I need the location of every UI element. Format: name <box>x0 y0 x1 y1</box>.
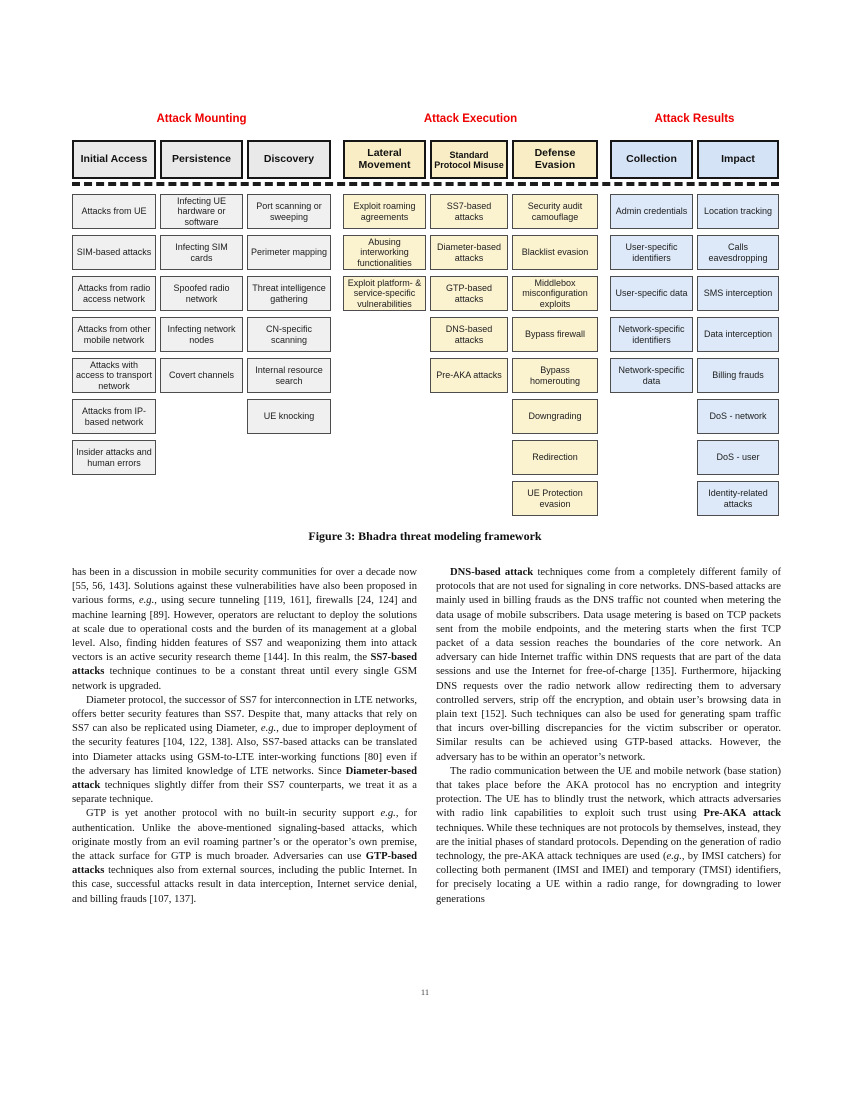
technique-list <box>430 194 508 393</box>
technique-cell-admin-credentials: Admin credentials <box>610 194 693 229</box>
technique-cell-attacks-from-radio-access-network: Attacks from radio access network <box>72 276 156 311</box>
framework-column-discovery <box>247 140 331 516</box>
technique-cell-data-interception: Data interception <box>697 317 779 352</box>
tactics-techniques-divider <box>72 182 779 186</box>
left-paragraph-3: GTP is yet another protocol with no built-in security support e.g., for authentication. Unlike the above-mentioned signaling-based attacks, which originate mostly from an evil roaming partner’s or the operator’s own premise, the attack surface for GTP is much broader. Adversaries can use GTP-based attacks techniques also from external sources, including the public Internet. In this case, successful attacks result in data interception, Internet service denial, and billing frauds [107, 137]. <box>72 808 418 905</box>
technique-cell-calls-eavesdropping: Calls eavesdropping <box>697 235 779 270</box>
technique-cell-blacklist-evasion: Blacklist evasion <box>512 235 598 270</box>
technique-cell-attacks-from-other-mobile-network: Attacks from other mobile network <box>72 317 156 352</box>
tactic-header-discovery: Discovery <box>247 140 331 179</box>
technique-cell-ss7-based-attacks: SS7-based attacks <box>430 194 508 229</box>
group-gap <box>598 112 610 127</box>
technique-cell-billing-frauds: Billing frauds <box>697 358 779 393</box>
right-paragraph-1: DNS-based attack techniques come from a completely different family of protocols that are not used for signaling in core networks. DNS-based attacks are mainly used in billing frauds as the DNS traffic not counted when metering the data usage of mobile subscribers. Data usage metering is based on TCP packets sent from the mobile endpoints, and the metering starts when the first TCP packet of a data session reaches the boundaries of the core network. An adversary can hide Internet traffic within DNS requests that are part of the data sessions and use the Internet for free-of-charge [135]. Furthermore, hijacking DNS requests over the radio network allow redirecting them to adversary controlled servers, strip off the encryption, and obtain user’s browsing data in plain text [152]. Such techniques can also be used for generating spam traffic that incurs over-billing discrepancies for the victim subscriber or operator. Similar results can be achieved using GTP-based attacks. However, the adversary has to be within an operator’s network. <box>436 567 781 763</box>
technique-cell-covert-channels: Covert channels <box>160 358 243 393</box>
framework-column-impact <box>697 140 779 516</box>
tactic-header-standard-protocol-misuse: Standard Protocol Misuse <box>430 140 508 179</box>
technique-cell-bypass-firewall: Bypass firewall <box>512 317 598 352</box>
technique-cell-internal-resource-search: Internal resource search <box>247 358 331 393</box>
technique-cell-network-specific-identifiers: Network-specific identifiers <box>610 317 693 352</box>
technique-cell-user-specific-data: User-specific data <box>610 276 693 311</box>
technique-cell-abusing-interworking-functionalities: Abusing interworking functionalities <box>343 235 426 270</box>
framework-grid <box>72 140 779 516</box>
tactic-header-initial-access: Initial Access <box>72 140 156 179</box>
technique-cell-ue-protection-evasion: UE Protection evasion <box>512 481 598 516</box>
technique-cell-perimeter-mapping: Perimeter mapping <box>247 235 331 270</box>
framework-column-collection <box>610 140 693 516</box>
technique-cell-infecting-ue-hardware-or-software: Infecting UE hardware or software <box>160 194 243 229</box>
technique-cell-threat-intelligence-gathering: Threat intelligence gathering <box>247 276 331 311</box>
framework-column-persistence <box>160 140 243 516</box>
technique-cell-user-specific-identifiers: User-specific identifiers <box>610 235 693 270</box>
technique-list <box>343 194 426 311</box>
technique-cell-exploit-roaming-agreements: Exploit roaming agreements <box>343 194 426 229</box>
technique-cell-attacks-with-access-to-transport-network: Attacks with access to transport network <box>72 358 156 393</box>
technique-cell-port-scanning-or-sweeping: Port scanning or sweeping <box>247 194 331 229</box>
figure-bhadra-framework <box>72 112 779 516</box>
tactic-header-defense-evasion: Defense Evasion <box>512 140 598 179</box>
technique-cell-dns-based-attacks: DNS-based attacks <box>430 317 508 352</box>
technique-cell-diameter-based-attacks: Diameter-based attacks <box>430 235 508 270</box>
technique-cell-attacks-from-ip-based-network: Attacks from IP-based network <box>72 399 156 434</box>
technique-list <box>72 194 156 475</box>
article-body <box>72 566 782 907</box>
technique-cell-spoofed-radio-network: Spoofed radio network <box>160 276 243 311</box>
technique-cell-network-specific-data: Network-specific data <box>610 358 693 393</box>
technique-cell-location-tracking: Location tracking <box>697 194 779 229</box>
technique-list <box>512 194 598 516</box>
technique-cell-exploit-platform-service-specific-vulnerabilities: Exploit platform- & service-specific vulnerabilities <box>343 276 426 311</box>
framework-column-lateral-movement <box>343 140 426 516</box>
right-paragraph-2: The radio communication between the UE and mobile network (base station) that takes place before the AKA protocol has no encryption and integrity protection. The UE has to blindly trust the network, which attracts adversaries with radio link capabilities to exploit such trust using Pre-AKA attack techniques. While these techniques are not protocols by themselves, instead, they are the initial phases of standard protocols. Depending on the generation of radio technology, the pre-AKA attack techniques are used (e.g., by IMSI catchers) for collecting both permanent (IMSI and IMEI) and temporary (TMSI) identifiers, for precisely locating a UE within a radio range, for downgrading to lower generations <box>436 765 781 905</box>
technique-cell-attacks-from-ue: Attacks from UE <box>72 194 156 229</box>
technique-cell-redirection: Redirection <box>512 440 598 475</box>
technique-cell-insider-attacks-and-human-errors: Insider attacks and human errors <box>72 440 156 475</box>
technique-list <box>160 194 243 393</box>
technique-list <box>610 194 693 393</box>
tactic-header-lateral-movement: Lateral Movement <box>343 140 426 179</box>
technique-cell-bypass-homerouting: Bypass homerouting <box>512 358 598 393</box>
technique-cell-middlebox-misconfiguration-exploits: Middlebox misconfiguration exploits <box>512 276 598 311</box>
technique-cell-dos-user: DoS - user <box>697 440 779 475</box>
tactic-header-persistence: Persistence <box>160 140 243 179</box>
technique-cell-sim-based-attacks: SIM-based attacks <box>72 235 156 270</box>
group-gap <box>331 112 343 127</box>
left-paragraph-1: has been in a discussion in mobile security communities for over a decade now [55, 56, 143]. Solutions against these vulnerabilities have also been proposed in various forms, e.g., using secure tunneling [119, 161], firewalls [24, 124] and machine learning [89]. However, operators are reluctant to deploy the solutions at scale due to operational costs and the burden of its management at a global level. Also, finding hidden features of SS7 and weaponizing them into attack vectors is an active security research theme [144]. In this realm, the SS7-based attacks technique continues to be a constant threat until every single GSM network is upgraded. <box>72 567 417 692</box>
framework-column-defense-evasion <box>512 140 598 516</box>
technique-cell-infecting-network-nodes: Infecting network nodes <box>160 317 243 352</box>
framework-column-standard-protocol-misuse <box>430 140 508 516</box>
group-title-attack-execution: Attack Execution <box>423 113 518 125</box>
technique-cell-sms-interception: SMS interception <box>697 276 779 311</box>
text-column-right <box>436 566 781 907</box>
text-column-left <box>72 566 417 907</box>
technique-cell-infecting-sim-cards: Infecting SIM cards <box>160 235 243 270</box>
technique-cell-security-audit-camouflage: Security audit camouflage <box>512 194 598 229</box>
technique-cell-gtp-based-attacks: GTP-based attacks <box>430 276 508 311</box>
technique-cell-downgrading: Downgrading <box>512 399 598 434</box>
figure-group-titles <box>72 112 779 127</box>
group-title-attack-mounting: Attack Mounting <box>156 113 247 125</box>
technique-cell-cn-specific-scanning: CN-specific scanning <box>247 317 331 352</box>
figure-caption: Figure 3: Bhadra threat modeling framework <box>308 529 542 543</box>
technique-cell-identity-related-attacks: Identity-related attacks <box>697 481 779 516</box>
group-title-attack-results: Attack Results <box>654 113 735 125</box>
technique-list <box>697 194 779 516</box>
technique-cell-pre-aka-attacks: Pre-AKA attacks <box>430 358 508 393</box>
technique-cell-dos-network: DoS - network <box>697 399 779 434</box>
tactic-header-impact: Impact <box>697 140 779 179</box>
left-paragraph-2: Diameter protocol, the successor of SS7 for interconnection in LTE networks, offers better security features than SS7. Despite that, many attacks that rely on SS7 can also be replicated using Diameter, e.g., due to improper deployment of the security features [104, 122, 138]. Also, SS7-based attacks can be translated into Diameter attacks using GSM-to-LTE inter-working functions [80] even if the adversary has limited knowledge of LTE networks. Since Diameter-based attack techniques slightly differ from their SS7 counterparts, we treat it as a separate technique. <box>72 694 417 806</box>
technique-cell-ue-knocking: UE knocking <box>247 399 331 434</box>
technique-list <box>247 194 331 434</box>
tactic-header-collection: Collection <box>610 140 693 179</box>
framework-column-initial-access <box>72 140 156 516</box>
page-number: 11 <box>420 987 430 997</box>
